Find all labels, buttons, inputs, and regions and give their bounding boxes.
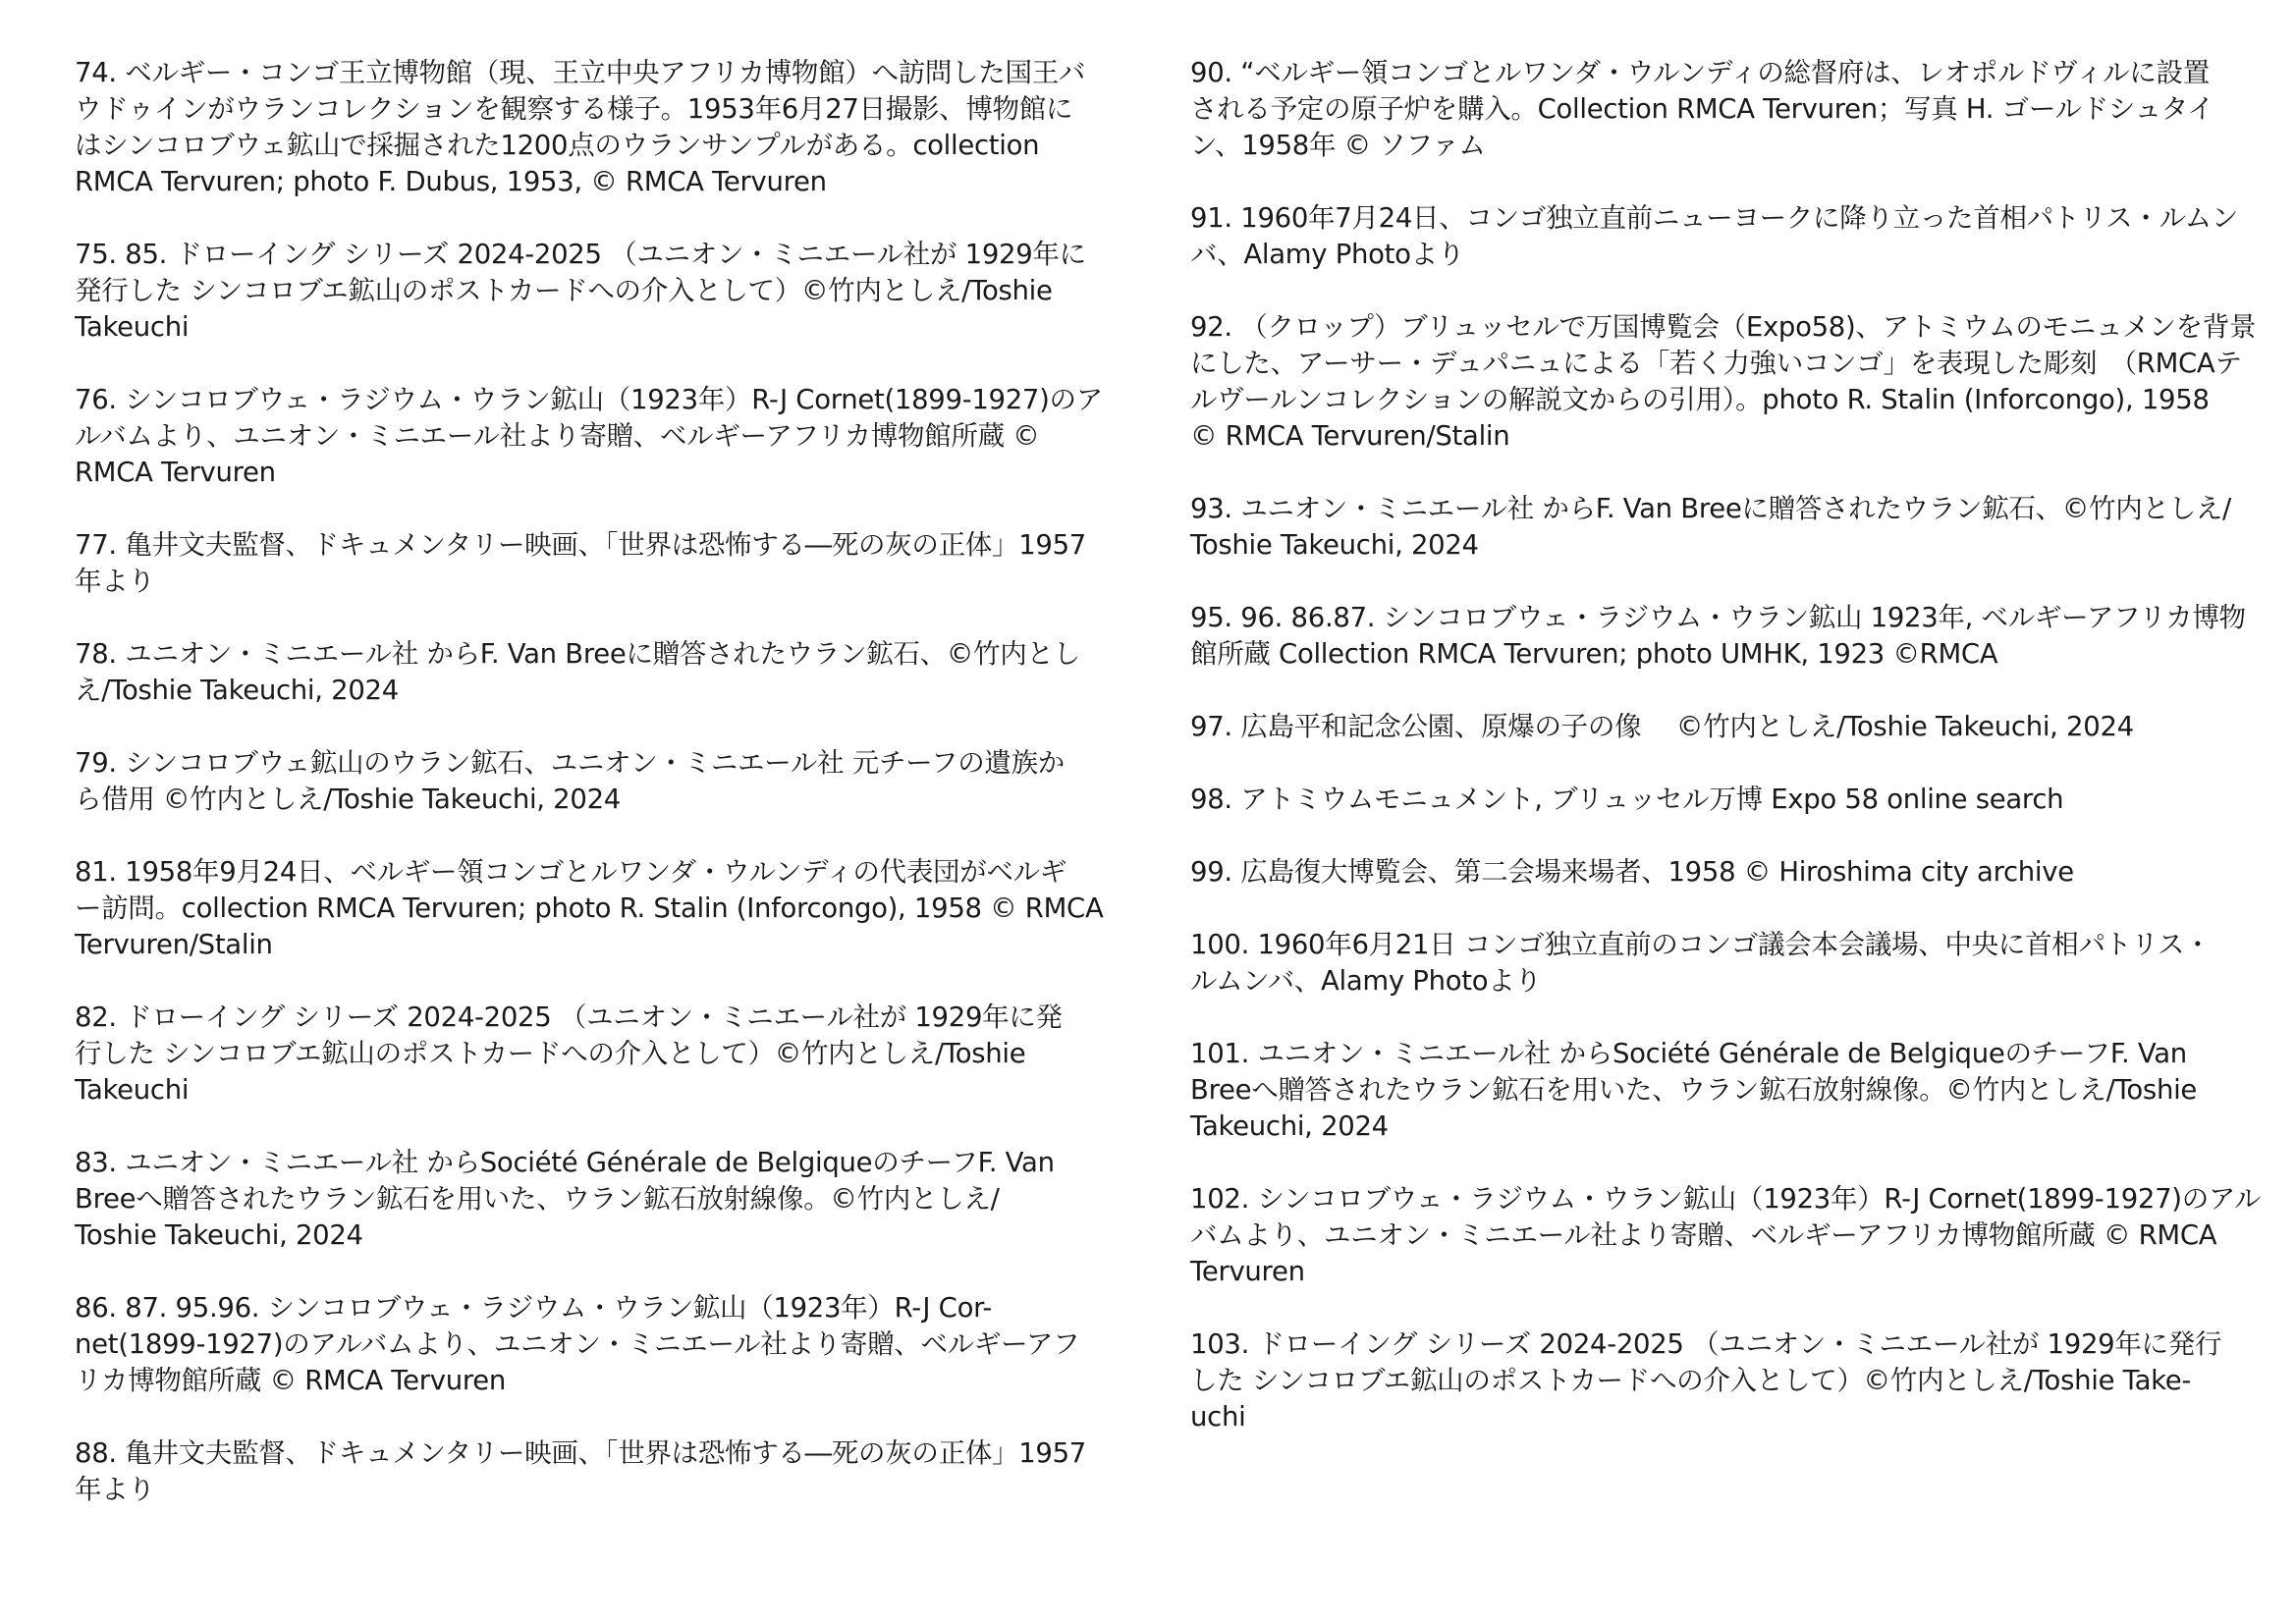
caption-74: 74. ベルギー・コンゴ王立博物館（現、王立中央アフリカ博物館）へ訪問した国王バ ウドゥインがウランコレクションを観察する様子。1953年6月27日撮影、博物館に はシンコロブウェ鉱山で採掘された1200点のウランサンプルがある。collection RMCA Tervuren; photo F. Dubus, 1953, © RMCA Tervuren <box>75 57 1086 197</box>
caption-82: 82. ドローイング シリーズ 2024-2025 （ユニオン・ミニエール社が 1929年に発 行した シンコロブエ鉱山のポストカードへの介入として）©竹内としえ/Toshie Takeuchi <box>75 1001 1063 1106</box>
caption-81: 81. 1958年9月24日、ベルギー領コンゴとルワンダ・ウルンディの代表団がベルギ ー訪問。collection RMCA Tervuren; photo R. Stalin (Inforcongo), 1958 © RMCA Tervuren/Stalin <box>75 856 1104 960</box>
caption-98: 98. アトミウムモニュメント, ブリュッセル万博 Expo 58 online search <box>1190 784 2064 815</box>
caption-92: 92. （クロップ）ブリュッセルで万国博覧会（Expo58)、アトミウムのモニュメンを背景 にした、アーサー・デュパニュによる「若く力強いコンゴ」を表現した彫刻 （RMCAテ ルヴールンコレクションの解説文からの引用）。photo R. Stalin (Inforcongo), 1958 © RMCA Tervuren/Stalin <box>1190 311 2257 452</box>
caption-83: 83. ユニオン・ミニエール社 からSociété Générale de BelgiqueのチーフF. Van Breeへ贈答されたウラン鉱石を用いた、ウラン鉱石放射線像。©竹内としえ/ Toshie Takeuchi, 2024 <box>75 1147 1055 1251</box>
caption-77: 77. 亀井文夫監督、ドキュメンタリー映画、「世界は恐怖する―死の灰の正体」1957 年より <box>75 529 1087 597</box>
caption-90: 90. “ベルギー領コンゴとルワンダ・ウルンディの総督府は、レオポルドヴィルに設置 される予定の原子炉を購入。Collection RMCA Tervuren；写真 H. ゴールドシュタイ ン、1958年 © ソファム <box>1190 57 2214 161</box>
caption-86-87-95-96: 86. 87. 95.96. シンコロブウェ・ラジウム・ウラン鉱山（1923年）R-J Cor- net(1899-1927)のアルバムより、ユニオン・ミニエール社より寄贈、ベルギーアフ リカ博物館所蔵 © RMCA Tervuren <box>75 1292 1080 1396</box>
caption-95-96-86-87: 95. 96. 86.87. シンコロブウェ・ラジウム・ウラン鉱山 1923年, ベルギーアフリカ博物 館所蔵 Collection RMCA Tervuren; photo UMHK, 1923 ©RMCA <box>1190 602 2246 670</box>
caption-88: 88. 亀井文夫監督、ドキュメンタリー映画、「世界は恐怖する―死の灰の正体」1957 年より <box>75 1437 1087 1505</box>
caption-79: 79. シンコロブウェ鉱山のウラン鉱石、ユニオン・ミニエール社 元チーフの遺族か ら借用 ©竹内としえ/Toshie Takeuchi, 2024 <box>75 747 1066 815</box>
right-caption-column <box>1190 55 2270 1472</box>
caption-103: 103. ドローイング シリーズ 2024-2025 （ユニオン・ミニエール社が 1929年に発行 した シンコロブエ鉱山のポストカードへの介入として）©竹内としえ/Toshie Take- uchi <box>1190 1328 2222 1433</box>
caption-99: 99. 広島復大博覧会、第二会場来場者、1958 © Hiroshima city archive <box>1190 856 2074 888</box>
caption-75-85: 75. 85. ドローイング シリーズ 2024-2025 （ユニオン・ミニエール社が 1929年に 発行した シンコロブエ鉱山のポストカードへの介入として）©竹内としえ/Toshie Takeuchi <box>75 239 1086 343</box>
caption-97: 97. 広島平和記念公園、原爆の子の像 ©竹内としえ/Toshie Takeuchi, 2024 <box>1190 711 2134 742</box>
left-caption-column <box>75 55 1135 1544</box>
caption-100: 100. 1960年6月21日 コンゴ独立直前のコンゴ議会本会議場、中央に首相パトリス・ ルムンバ、Alamy Photoより <box>1190 929 2212 997</box>
caption-102: 102. シンコロブウェ・ラジウム・ウラン鉱山（1923年）R-J Cornet(1899-1927)のアル バムより、ユニオン・ミニエール社より寄贈、ベルギーアフリカ博物館所蔵 © RMCA Tervuren <box>1190 1183 2262 1287</box>
caption-78: 78. ユニオン・ミニエール社 からF. Van Breeに贈答されたウラン鉱石、©竹内とし え/Toshie Takeuchi, 2024 <box>75 638 1080 706</box>
caption-91: 91. 1960年7月24日、コンゴ独立直前ニューヨークに降り立った首相パトリス・ルムン バ、Alamy Photoより <box>1190 202 2239 270</box>
caption-93: 93. ユニオン・ミニエール社 からF. Van Breeに贈答されたウラン鉱石、©竹内としえ/ Toshie Takeuchi, 2024 <box>1190 493 2232 561</box>
caption-76: 76. シンコロブウェ・ラジウム・ウラン鉱山（1923年）R-J Cornet(1899-1927)のア ルバムより、ユニオン・ミニエール社より寄贈、ベルギーアフリカ博物館所蔵 © RMCA Tervuren <box>75 384 1103 488</box>
caption-101: 101. ユニオン・ミニエール社 からSociété Générale de BelgiqueのチーフF. Van Breeへ贈答されたウラン鉱石を用いた、ウラン鉱石放射線像。©竹内としえ/Toshie Takeuchi, 2024 <box>1190 1038 2198 1142</box>
